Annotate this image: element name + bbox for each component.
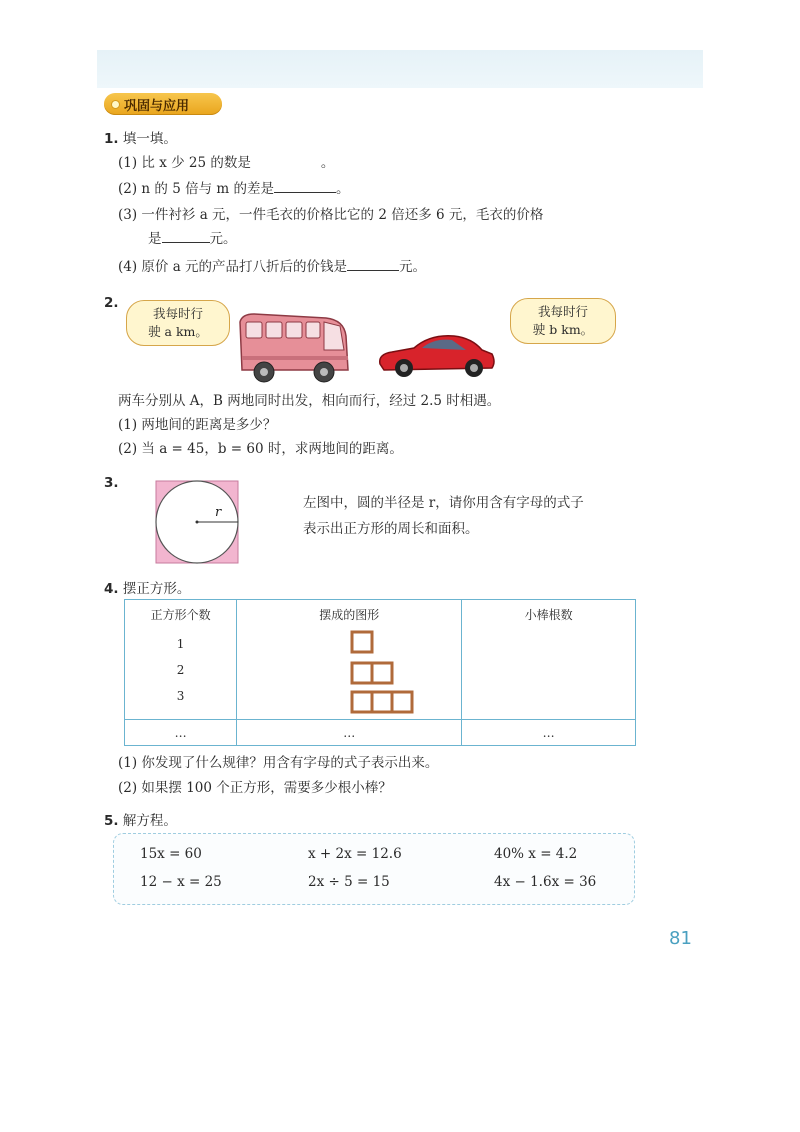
square-row3-2 [372, 692, 392, 712]
q5-heading [104, 812, 177, 830]
q1-item-text: n 的 5 倍与 m 的差是 [141, 181, 274, 197]
q4-title: 摆正方形。 [122, 581, 191, 597]
q1-item-3-cont [148, 230, 237, 248]
square-row1-1 [352, 632, 372, 652]
equation: x + 2x = 12.6 [308, 846, 402, 862]
table-ellipsis: … [237, 720, 462, 746]
q4-item-text: 如果摆 100 个正方形，需要多少根小棒？ [141, 780, 392, 796]
q3-text-line1: 左图中，圆的半径是 r，请你用含有字母的式子 [303, 495, 584, 511]
bus-speech-bubble [126, 300, 230, 346]
q1-item-text: 原价 a 元的产品打八折后的价钱是 [141, 259, 348, 275]
q1-item-text: 比 x 少 25 的数是 [141, 155, 251, 171]
q2-item-no: (2) [118, 441, 138, 457]
q2-item-text: 两地间的距离是多少？ [141, 417, 277, 433]
q1-title: 填一填。 [122, 131, 177, 147]
q5-label: 5. [104, 813, 119, 829]
table-cell: 3 [176, 689, 185, 703]
q5-title: 解方程。 [122, 813, 177, 829]
equation: 2x ÷ 5 = 15 [308, 874, 390, 890]
q4-label: 4. [104, 581, 119, 597]
q3-text-line2: 表示出正方形的周长和面积。 [303, 521, 479, 537]
q3-label: 3. [104, 475, 119, 491]
top-band [97, 50, 703, 88]
q1-item-no: (4) [118, 259, 138, 275]
table-ellipsis: … [125, 720, 237, 746]
answer-blank[interactable] [162, 230, 210, 243]
q1-item-2 [118, 180, 349, 198]
section-title: 巩固与应用 [124, 98, 190, 114]
q1-item-3 [118, 206, 543, 224]
equation: 12 − x = 25 [140, 874, 222, 890]
q1-item-no: (1) [118, 155, 138, 171]
equation: 15x = 60 [140, 846, 202, 862]
answer-blank[interactable] [251, 154, 321, 167]
square-row3-3 [392, 692, 412, 712]
table-header: 小棒根数 [524, 608, 573, 622]
bubble-line: 我每时行 [152, 306, 203, 321]
count-column [125, 600, 237, 720]
table-ellipsis: … [462, 720, 636, 746]
car-illustration [376, 328, 498, 380]
q2-item-1 [118, 416, 276, 434]
square-row2-2 [372, 663, 392, 683]
q2-item-no: (1) [118, 417, 138, 433]
q1-item-tail: 。 [320, 155, 335, 171]
bubble-line: 驶 a km。 [148, 324, 208, 339]
square-row3-1 [352, 692, 372, 712]
bullet-icon [112, 101, 119, 108]
bus-illustration [232, 308, 352, 388]
bubble-line: 驶 b km。 [532, 322, 594, 337]
q4-heading [104, 580, 190, 598]
equations-box [113, 833, 635, 905]
equation: 40% x = 4.2 [494, 846, 578, 862]
q1-item-tail: 。 [335, 181, 350, 197]
car-speech-bubble [510, 298, 616, 344]
table-cell: 1 [176, 637, 185, 651]
answer-blank[interactable] [274, 180, 336, 193]
q4-item-text: 你发现了什么规律？用含有字母的式子表示出来。 [141, 755, 439, 771]
square-row2-1 [352, 663, 372, 683]
section-tag [104, 93, 222, 115]
bubble-line: 我每时行 [537, 304, 588, 319]
page-number: 81 [669, 928, 692, 949]
q1-item-no: (2) [118, 181, 138, 197]
q2-item-text: 当 a = 45，b = 60 时，求两地间的距离。 [141, 441, 403, 457]
table-header: 正方形个数 [150, 608, 211, 622]
q4-item-1 [118, 754, 438, 772]
q1-item-text: 是 [148, 231, 162, 247]
q1-item-4 [118, 258, 426, 276]
q1-item-1 [118, 154, 334, 172]
sticks-column [462, 600, 636, 720]
q1-item-text: 一件衬衫 a 元，一件毛衣的价格比它的 2 倍还多 6 元，毛衣的价格 [141, 207, 544, 223]
q1-label: 1. [104, 131, 119, 147]
q2-item-2 [118, 440, 403, 458]
q4-item-2 [118, 779, 392, 797]
equation: 4x − 1.6x = 36 [494, 874, 597, 890]
q1-item-tail: 元。 [209, 231, 237, 247]
q1-item-no: (3) [118, 207, 138, 223]
q1-heading [104, 130, 177, 148]
q4-item-no: (2) [118, 780, 138, 796]
q2-label: 2. [104, 295, 119, 311]
circle-in-square-figure [155, 480, 239, 564]
stick-squares [346, 628, 426, 720]
table-header: 摆成的图形 [319, 608, 380, 622]
q2-text: 两车分别从 A，B 两地同时出发，相向而行，经过 2.5 时相遇。 [118, 393, 501, 409]
q4-item-no: (1) [118, 755, 138, 771]
radius-label: r [215, 505, 222, 520]
q1-item-tail: 元。 [399, 259, 427, 275]
answer-blank[interactable] [347, 258, 399, 271]
table-cell: 2 [176, 663, 185, 677]
